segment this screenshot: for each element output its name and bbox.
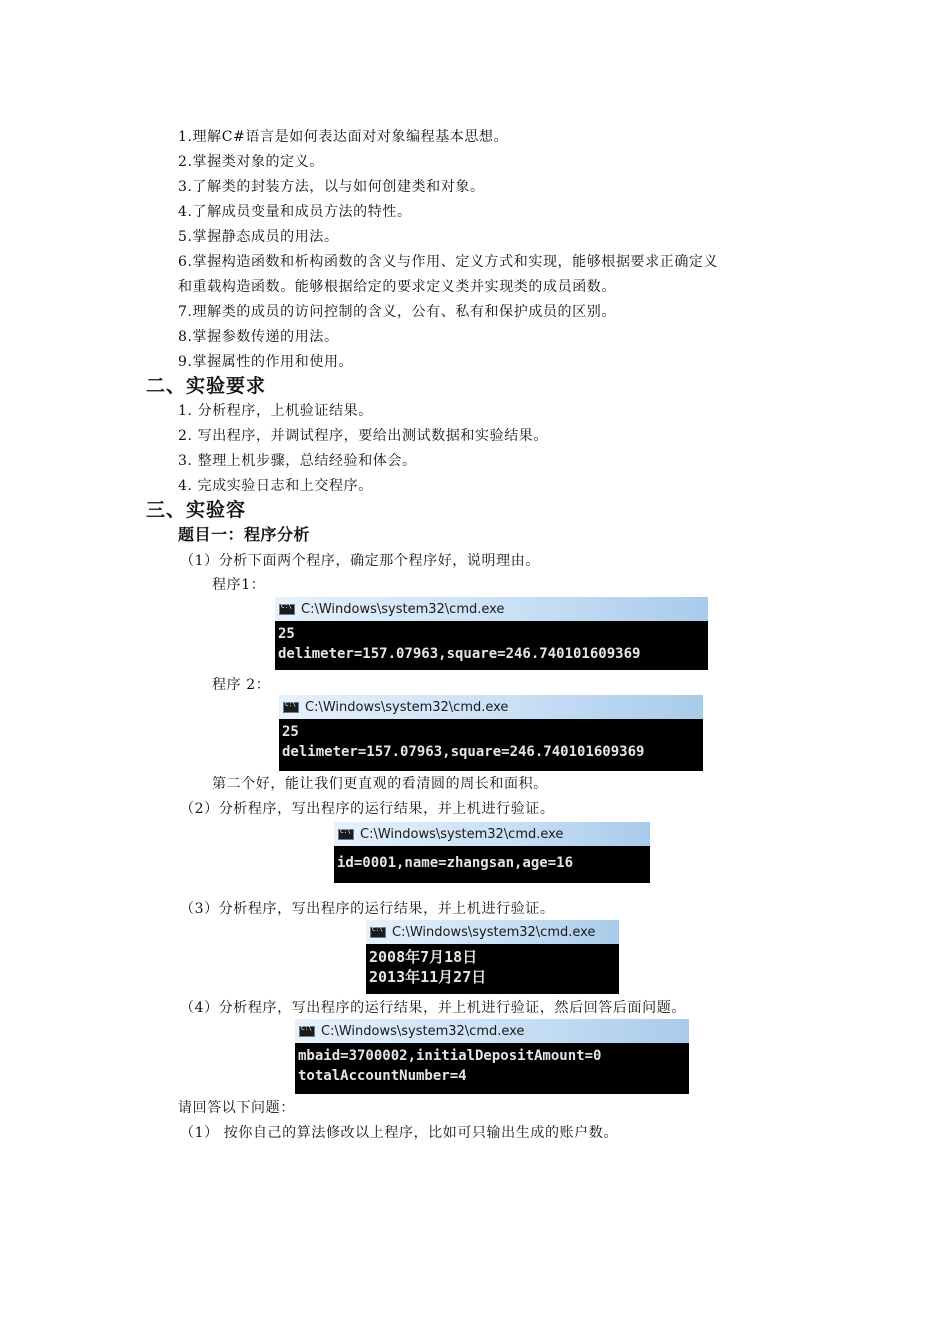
cmd-icon [299, 1026, 315, 1037]
objective-3: 3.了解类的封装方法，以与如何创建类和对象。 [178, 179, 485, 195]
console-titlebar [275, 597, 708, 621]
requirement-1: 1. 分析程序，上机验证结果。 [178, 403, 373, 419]
console-title: C:\Windows\system32\cmd.exe [392, 924, 596, 940]
console-window-3 [334, 822, 650, 883]
console-window-2 [279, 695, 703, 771]
objective-9: 9.掌握属性的作用和使用。 [178, 354, 354, 370]
console-line: id=0001,name=zhangsan,age=16 [337, 855, 574, 871]
console-titlebar [366, 920, 619, 944]
program-comment: 第二个好，能让我们更直观的看清圆的周长和面积。 [212, 776, 548, 792]
console-window-1 [275, 597, 708, 670]
cmd-icon [338, 829, 354, 840]
question-1-text: （1）分析下面两个程序，确定那个程序好，说明理由。 [180, 553, 540, 569]
console-line: 25 [282, 724, 299, 740]
console-title: C:\Windows\system32\cmd.exe [360, 826, 564, 842]
console-title: C:\Windows\system32\cmd.exe [321, 1023, 525, 1039]
console-titlebar [334, 822, 650, 846]
question-2-text: （2）分析程序，写出程序的运行结果，并上机进行验证。 [180, 801, 555, 817]
console-output [295, 1043, 689, 1086]
console-line: 2013年11月27日 [369, 968, 487, 986]
console-output [334, 846, 650, 873]
console-line: totalAccountNumber=4 [298, 1068, 467, 1084]
cmd-icon [279, 604, 295, 615]
objective-5: 5.掌握静态成员的用法。 [178, 229, 339, 245]
console-line: delimeter=157.07963,square=246.740101609369 [278, 646, 641, 662]
console-output [279, 719, 703, 762]
objective-7: 7.理解类的成员的访问控制的含义，公有、私有和保护成员的区别。 [178, 304, 616, 320]
question-3-text: （3）分析程序，写出程序的运行结果，并上机进行验证。 [180, 901, 555, 917]
requirement-3: 3. 整理上机步骤，总结经验和体会。 [178, 453, 417, 469]
objective-8: 8.掌握参数传递的用法。 [178, 329, 339, 345]
cmd-icon [283, 702, 299, 713]
objective-6: 6.掌握构造函数和析构函数的含义与作用、定义方式和实现，能够根据要求正确定义 [178, 254, 719, 270]
answer-prompt: 请回答以下问题： [178, 1100, 295, 1116]
requirement-2: 2. 写出程序，并调试程序，要给出测试数据和实验结果。 [178, 428, 549, 444]
console-window-5 [295, 1019, 689, 1094]
section-3-heading: 三、实验容 [146, 499, 247, 521]
section-2-heading: 二、实验要求 [146, 375, 267, 397]
console-line: 2008年7月18日 [369, 948, 478, 966]
console-title: C:\Windows\system32\cmd.exe [305, 699, 509, 715]
objective-4: 4.了解成员变量和成员方法的特性。 [178, 204, 412, 220]
question-1-heading: 题目一：程序分析 [178, 525, 311, 544]
objective-2: 2.掌握类对象的定义。 [178, 154, 324, 170]
program-1-label: 程序1： [212, 577, 266, 593]
console-output [366, 944, 619, 987]
console-titlebar [295, 1019, 689, 1043]
console-titlebar [279, 695, 703, 719]
console-line: 25 [278, 626, 295, 642]
requirement-4: 4. 完成实验日志和上交程序。 [178, 478, 373, 494]
program-2-label: 程序 2： [212, 677, 271, 693]
console-line: mbaid=3700002,initialDepositAmount=0 [298, 1048, 602, 1064]
objective-6-continued: 和重载构造函数。能够根据给定的要求定义类并实现类的成员函数。 [178, 279, 616, 295]
objective-1: 1.理解C#语言是如何表达面对对象编程基本思想。 [178, 129, 509, 145]
console-window-4 [366, 920, 619, 994]
console-line: delimeter=157.07963,square=246.740101609369 [282, 744, 645, 760]
cmd-icon [370, 927, 386, 938]
console-title: C:\Windows\system32\cmd.exe [301, 601, 505, 617]
console-output [275, 621, 708, 664]
question-4-text: （4）分析程序，写出程序的运行结果，并上机进行验证，然后回答后面问题。 [180, 1000, 686, 1016]
answer-question-1: （1） 按你自己的算法修改以上程序，比如可只输出生成的账户数。 [180, 1125, 618, 1141]
